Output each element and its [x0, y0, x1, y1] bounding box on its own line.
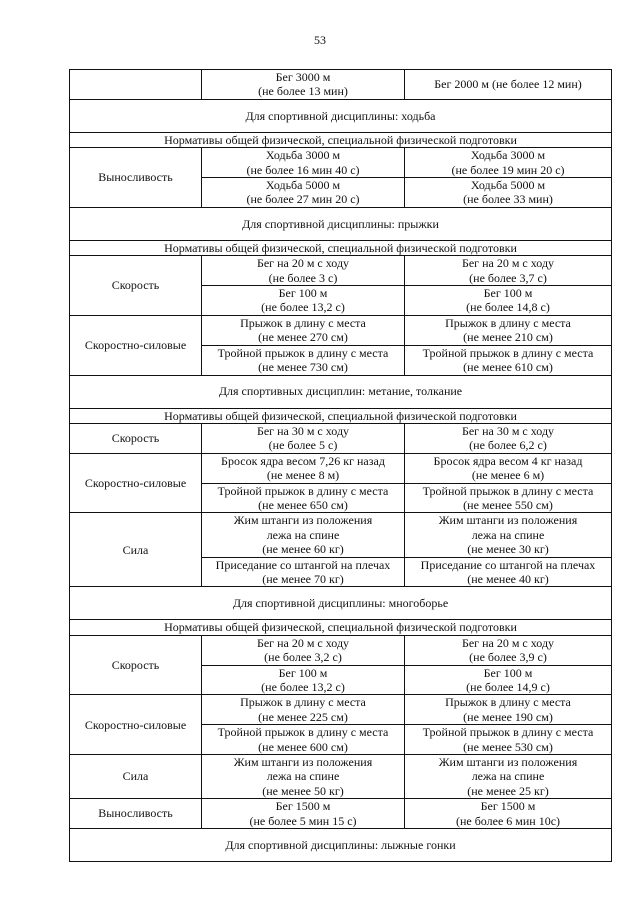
female-norm-cell: Жим штанги из положения лежа на спине (не менее 30 кг) [405, 513, 612, 557]
female-norm-cell: Тройной прыжок в длину с места (не менее 610 см) [405, 345, 612, 375]
discipline-row [70, 99, 612, 132]
quality-cell [70, 70, 202, 100]
female-norm-cell: Прыжок в длину с места (не менее 190 см) [405, 695, 612, 725]
male-norm-cell: Ходьба 3000 м (не более 16 мин 40 с) [202, 148, 405, 178]
female-norm-cell: Ходьба 3000 м (не более 19 мин 20 с) [405, 148, 612, 178]
female-norm-cell: Бег 2000 м (не более 12 мин) [405, 70, 612, 100]
female-norm-cell: Приседание со штангой на плечах (не менее 40 кг) [405, 557, 612, 587]
male-norm-cell: Тройной прыжок в длину с места (не менее 730 см) [202, 345, 405, 375]
female-norm-cell: Тройной прыжок в длину с места (не менее 530 см) [405, 725, 612, 755]
page-number: 53 [314, 33, 326, 47]
norms-header-row [70, 132, 612, 147]
norm-row [70, 799, 612, 829]
female-norm-cell: Прыжок в длину с места (не менее 210 см) [405, 315, 612, 345]
quality-cell: Сила [70, 513, 202, 587]
quality-cell: Скорость [70, 256, 202, 316]
male-norm-cell: Бег на 20 м с ходу (не более 3 с) [202, 256, 405, 286]
quality-cell: Сила [70, 755, 202, 799]
discipline-title: Для спортивной дисциплины: лыжные гонки [70, 829, 612, 862]
male-norm-cell: Жим штанги из положения лежа на спине (не менее 50 кг) [202, 755, 405, 799]
male-norm-cell: Бег на 20 м с ходу (не более 3,2 с) [202, 635, 405, 665]
quality-cell: Скоростно-силовые [70, 453, 202, 513]
female-norm-cell: Бег на 20 м с ходу (не более 3,7 с) [405, 256, 612, 286]
male-norm-cell: Бросок ядра весом 7,26 кг назад (не менее 8 м) [202, 453, 405, 483]
norms-header-row [70, 408, 612, 423]
norm-row [70, 755, 612, 799]
norms-header: Нормативы общей физической, специальной физической подготовки [70, 240, 612, 255]
discipline-title: Для спортивной дисциплины: многоборье [70, 587, 612, 620]
discipline-row [70, 207, 612, 240]
female-norm-cell: Бег 1500 м (не более 6 мин 10с) [405, 799, 612, 829]
norms-header: Нормативы общей физической, специальной физической подготовки [70, 408, 612, 423]
male-norm-cell: Бег 1500 м (не более 5 мин 15 с) [202, 799, 405, 829]
norm-row [70, 315, 612, 345]
norm-row [70, 148, 612, 178]
quality-cell: Скоростно-силовые [70, 315, 202, 375]
male-norm-cell: Ходьба 5000 м (не более 27 мин 20 с) [202, 178, 405, 208]
discipline-title: Для спортивной дисциплины: ходьба [70, 99, 612, 132]
norm-row [70, 513, 612, 557]
quality-cell: Выносливость [70, 148, 202, 208]
male-norm-cell: Бег 100 м (не более 13,2 с) [202, 286, 405, 316]
male-norm-cell: Тройной прыжок в длину с места (не менее 600 см) [202, 725, 405, 755]
male-norm-cell: Бег 100 м (не более 13,2 с) [202, 665, 405, 695]
quality-cell: Скоростно-силовые [70, 695, 202, 755]
female-norm-cell: Тройной прыжок в длину с места (не менее 550 см) [405, 483, 612, 513]
standards-table-body [70, 70, 612, 862]
male-norm-cell: Тройной прыжок в длину с места (не менее 650 см) [202, 483, 405, 513]
female-norm-cell: Ходьба 5000 м (не более 33 мин) [405, 178, 612, 208]
discipline-title: Для спортивной дисциплины: прыжки [70, 207, 612, 240]
male-norm-cell: Прыжок в длину с места (не менее 270 см) [202, 315, 405, 345]
norm-row [70, 453, 612, 483]
male-norm-cell: Бег 3000 м (не более 13 мин) [202, 70, 405, 100]
discipline-row [70, 375, 612, 408]
discipline-title: Для спортивных дисциплин: метание, толкание [70, 375, 612, 408]
female-norm-cell: Жим штанги из положения лежа на спине (не менее 25 кг) [405, 755, 612, 799]
discipline-row [70, 829, 612, 862]
standards-table [69, 69, 612, 862]
norms-header: Нормативы общей физической, специальной физической подготовки [70, 132, 612, 147]
norm-row [70, 256, 612, 286]
female-norm-cell: Бег на 20 м с ходу (не более 3,9 с) [405, 635, 612, 665]
female-norm-cell: Бег 100 м (не более 14,8 с) [405, 286, 612, 316]
male-norm-cell: Жим штанги из положения лежа на спине (не менее 60 кг) [202, 513, 405, 557]
quality-cell: Скорость [70, 423, 202, 453]
quality-cell: Скорость [70, 635, 202, 695]
female-norm-cell: Бег на 30 м с ходу (не более 6,2 с) [405, 423, 612, 453]
norm-row [70, 635, 612, 665]
discipline-row [70, 587, 612, 620]
norms-header-row [70, 240, 612, 255]
norm-row [70, 70, 612, 100]
female-norm-cell: Бросок ядра весом 4 кг назад (не менее 6 м) [405, 453, 612, 483]
norms-header-row [70, 620, 612, 635]
male-norm-cell: Прыжок в длину с места (не менее 225 см) [202, 695, 405, 725]
female-norm-cell: Бег 100 м (не более 14,9 с) [405, 665, 612, 695]
male-norm-cell: Бег на 30 м с ходу (не более 5 с) [202, 423, 405, 453]
norms-header: Нормативы общей физической, специальной физической подготовки [70, 620, 612, 635]
norm-row [70, 423, 612, 453]
male-norm-cell: Приседание со штангой на плечах (не менее 70 кг) [202, 557, 405, 587]
norm-row [70, 695, 612, 725]
quality-cell: Выносливость [70, 799, 202, 829]
